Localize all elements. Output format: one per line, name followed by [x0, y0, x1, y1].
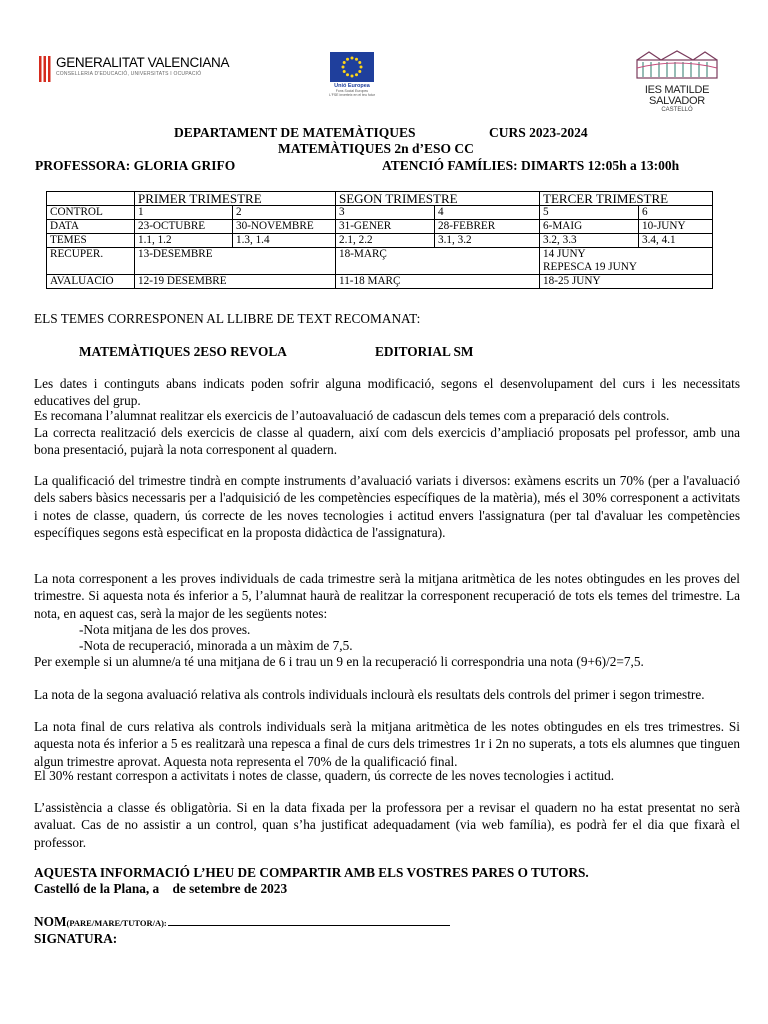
paragraph-trimester-grade: La nota corresponent a les proves individuals de cada trimestre serà la mitjana aritmètica de les notes obtingudes en les proves del trimestre. Si aquesta nota és inferior a 5, l’alumnat haurà de realitzar la corresponent recuperació de tots els temes del trimestre. La nota, en aquest cas, serà la major de les següents notes: [34, 571, 740, 621]
paragraph-self-evaluation: Es recomana l’alumnat realitzar els exercicis de l’autoavaluació de cadascun dels temes com a preparació dels controls. [34, 408, 670, 423]
row-label: TEMES [47, 234, 135, 248]
row-label: RECUPER. [47, 248, 135, 275]
table-cell: 3 [336, 206, 435, 220]
table-cell: 2 [233, 206, 336, 220]
recuper-date: 14 JUNY [543, 248, 586, 260]
book-title: MATEMÀTIQUES 2ESO REVOLA [79, 344, 287, 359]
table-cell: 18-MARÇ [336, 248, 540, 275]
table-cell: 6 [639, 206, 713, 220]
paragraph-example: Per exemple si un alumne/a té una mitjana de 6 i trau un 9 en la recuperació li correspondria una nota (9+6)/2=7,5. [34, 654, 644, 669]
ies-name: IES MATILDE SALVADOR [644, 84, 710, 107]
table-cell: 4 [435, 206, 540, 220]
generalitat-emblem-icon [38, 56, 52, 82]
ies-logo [618, 50, 736, 114]
table-cell: 10-JUNY [639, 220, 713, 234]
ies-city: CASTELLÓ [661, 107, 693, 113]
generalitat-subtitle: CONSELLERIA D'EDUCACIÓ, UNIVERSITATS I OCUPACIÓ [56, 71, 202, 77]
table-cell: 30-NOVEMBRE [233, 220, 336, 234]
table-row-recuper [47, 248, 713, 275]
school-building-icon [629, 50, 725, 80]
table-cell: 23-OCTUBRE [135, 220, 233, 234]
eu-subtitle-2: L'FSE inverteix en el teu futur [329, 93, 375, 97]
table-row-data [47, 220, 713, 234]
generalitat-logo [38, 56, 229, 82]
table-cell: 2.1, 2.2 [336, 234, 435, 248]
subject-title: MATEMÀTIQUES 2n d’ESO CC [278, 141, 474, 156]
paragraph-dates: Les dates i continguts abans indicats poden sofrir alguna modificació, segons el desenvolupament del curs i les necessitats educatives del grup. [34, 376, 740, 409]
table-cell: 28-FEBRER [435, 220, 540, 234]
row-label: CONTROL [47, 206, 135, 220]
eu-subtitle: Fons Social Europeu [335, 89, 369, 93]
paragraph-notebook: La correcta realització dels exercicis de classe al quadern, així com dels exercicis d’ampliació proposats pel professor, amb una bona presentació, pujarà la nota corresponent al quadern. [34, 425, 740, 458]
trimester-header: SEGON TRIMESTRE [336, 192, 540, 206]
table-cell: 1.3, 1.4 [233, 234, 336, 248]
eu-flag-icon [330, 52, 374, 82]
row-label: AVALUACIO [47, 275, 135, 289]
eu-logo [329, 52, 375, 97]
table-cell [540, 248, 713, 275]
share-notice: AQUESTA INFORMACIÓ L’HEU DE COMPARTIR AMB ELS VOSTRES PARES O TUTORS. [34, 865, 589, 880]
table-cell: 5 [540, 206, 639, 220]
teacher-name: PROFESSORA: GLORIA GRIFO [35, 158, 236, 173]
repesca-date: REPESCA 19 JUNY [543, 261, 637, 273]
paragraph-final-grade: La nota final de curs relativa als controls individuals serà la mitjana aritmètica de les notes obtingudes en els tres trimestres. Si aquesta nota és inferior a 5 es realitzarà una repesca a final de curs dels trimestres 1r i 2n no superats, a tots els alumnes que tinguen algun trimestre aprovat. Aquesta nota representa el 70% de la qualificació final. [34, 719, 740, 769]
book-publisher: EDITORIAL SM [375, 344, 474, 359]
signature-label: SIGNATURA: [34, 931, 118, 946]
row-label: DATA [47, 220, 135, 234]
paragraph-second-evaluation: La nota de la segona avaluació relativa als controls individuals inclourà els resultats dels controls del primer i segon trimestre. [34, 687, 705, 702]
bullet-recovery: -Nota de recuperació, minorada a un màxim de 7,5. [79, 638, 353, 653]
trimester-header: PRIMER TRIMESTRE [135, 192, 336, 206]
table-row-avaluacio [47, 275, 713, 289]
table-row-temes [47, 234, 713, 248]
table-cell: 3.4, 4.1 [639, 234, 713, 248]
table-cell: 11-18 MARÇ [336, 275, 540, 289]
table-cell: 12-19 DESEMBRE [135, 275, 336, 289]
table-cell: 13-DESEMBRE [135, 248, 336, 275]
course-year: CURS 2023-2024 [489, 125, 588, 140]
paragraph-grading: La qualificació del trimestre tindrà en compte instruments d’avaluació variats i diversos: exàmens escrits un 70% (per a l'avaluació dels sabers bàsics necessaris per a l'adquisició de les competències específiques de la matèria), més el 30% corresponent a activitats i notes de classe, quadern, ús correcte de les noves tecnologies i actitud envers l'assignatura (per tal d'avaluar les competències específiques segons està especificat en la proposta didàctica de l'assignatura). [34, 473, 740, 541]
table-cell: 31-GENER [336, 220, 435, 234]
trimester-header: TERCER TRIMESTRE [540, 192, 713, 206]
table-cell: 3.2, 3.3 [540, 234, 639, 248]
department-title: DEPARTAMENT DE MATEMÀTIQUES [174, 125, 416, 140]
bullet-average: -Nota mitjana de les dos proves. [79, 622, 251, 637]
table-cell: 1 [135, 206, 233, 220]
table-header-row [47, 192, 713, 206]
eu-name: Unió Europea [334, 83, 370, 89]
table-row-control [47, 206, 713, 220]
paragraph-remaining-30: El 30% restant correspon a activitats i notes de classe, quadern, ús correcte de les noves tecnologies i actitud. [34, 768, 615, 783]
generalitat-name: GENERALITAT VALENCIANA [56, 55, 230, 70]
place-date: Castelló de la Plana, a de setembre de 2023 [34, 881, 288, 896]
books-intro: ELS TEMES CORRESPONEN AL LLIBRE DE TEXT RECOMANAT: [34, 311, 421, 326]
table-corner-cell [47, 192, 135, 206]
family-attention-hours: ATENCIÓ FAMÍLIES: DIMARTS 12:05h a 13:00h [382, 158, 680, 173]
logo-bar [0, 48, 768, 113]
name-signature-line[interactable] [168, 924, 450, 926]
name-sublabel: (PARE/MARE/TUTOR/A): [66, 918, 167, 928]
name-label: NOM [34, 914, 67, 929]
table-cell: 18-25 JUNY [540, 275, 713, 289]
table-cell: 3.1, 3.2 [435, 234, 540, 248]
schedule-table [46, 191, 713, 289]
table-cell: 6-MAIG [540, 220, 639, 234]
table-cell: 1.1, 1.2 [135, 234, 233, 248]
paragraph-attendance: L’assistència a classe és obligatòria. Si en la data fixada per la professora per a revisar el quadern no ha estat presentat no serà avaluat. Cas de no assistir a un control, quan s’ha justificat adequadament (via web família), es podrà fer el dia que fixarà el professor. [34, 800, 740, 850]
